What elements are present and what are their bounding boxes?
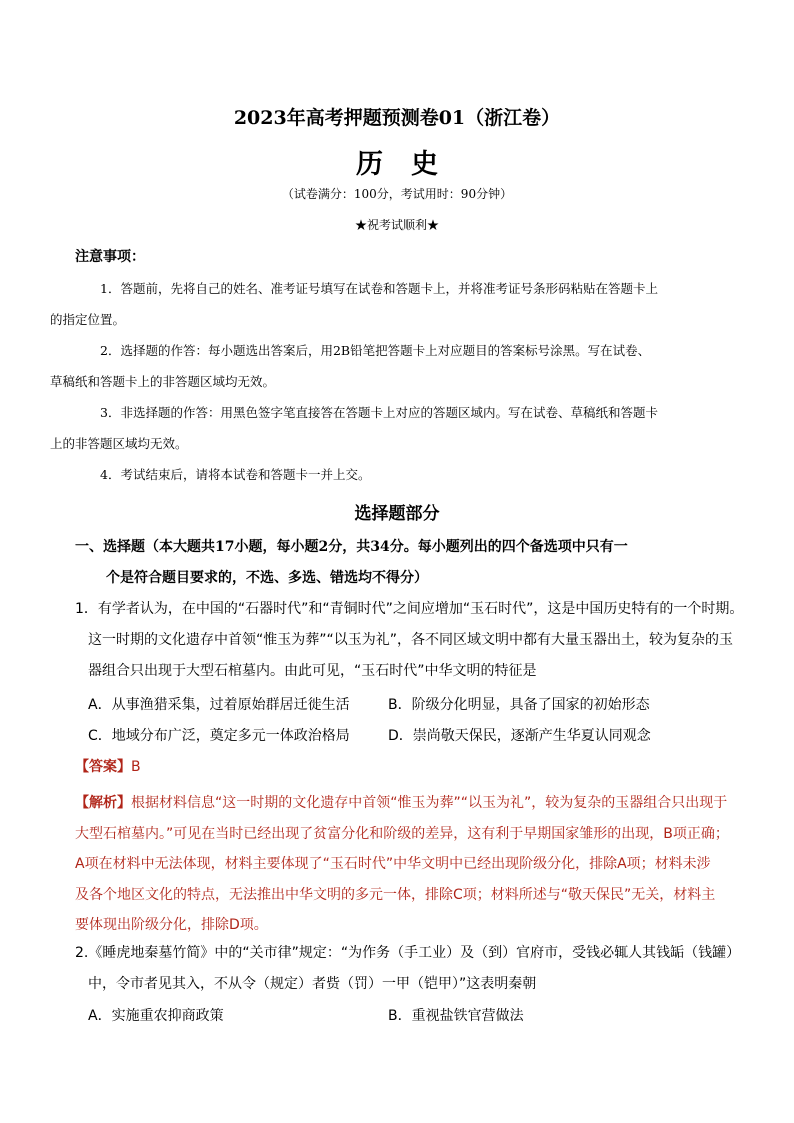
section-title: 选择题部分 <box>354 504 440 524</box>
analysis-tag: 【解析】 <box>75 795 131 811</box>
analysis-line: 【解析】根据材料信息“这一时期的文化遗存中首领“惟玉为葬”“以玉为礼”，较为复杂的玉器组合只出现于 <box>75 795 728 811</box>
option-d[interactable]: D．崇尚敬天保民，逐渐产生华夏认同观念 <box>388 728 651 744</box>
stem-line: 1．有学者认为，在中国的“石器时代”和“青铜时代”之间应增加“玉石时代”，这是中国历史特有的一个时期。 <box>75 601 744 617</box>
question-1-stem <box>75 594 744 687</box>
exam-title: 2023年高考押题预测卷01（浙江卷） <box>233 107 561 129</box>
answer-line <box>75 756 141 776</box>
analysis-line: 大型石棺墓内。”可见在当时已经出现了贫富分化和阶级的差异，这有利于早期国家雏形的出现，B项正确； <box>75 825 729 842</box>
analysis-block <box>75 788 729 941</box>
notice-item: 1．答题前，先将自己的姓名、准考证号填写在试卷和答题卡上，并将准考证号条形码粘贴在答题卡上 的指定位置。 <box>50 281 658 327</box>
notice-item: 2．选择题的作答：每小题选出答案后，用2B铅笔把答题卡上对应题目的答案标号涂黑。写在试卷、 草稿纸和答题卡上的非答题区域均无效。 <box>50 343 651 389</box>
option-b[interactable]: B．阶级分化明显，具备了国家的初始形态 <box>388 697 650 713</box>
analysis-line: 要体现出阶级分化，排除D项。 <box>75 917 268 933</box>
exam-meta: （试卷满分：100分，考试用时：90分钟） <box>281 187 513 201</box>
stem-line: 中，令市者见其入，不从令（规定）者赀（罚）一甲（铠甲）”这表明秦朝 <box>88 976 537 992</box>
answer-value: B <box>131 759 141 775</box>
answer-tag: 【答案】 <box>75 759 131 775</box>
stem-line: 2.《睡虎地秦墓竹简》中的“关市律”规定：“为作务（手工业）及（到）官府市，受钱必辄人其钱缿（钱罐） <box>75 945 741 961</box>
part-line: 个是符合题目要求的，不选、多选、错选均不得分） <box>106 570 428 586</box>
option-b[interactable]: B．重视盐铁官营做法 <box>388 1008 524 1024</box>
exam-wish: ★祝考试顺利★ <box>354 218 439 232</box>
part-line: 一、选择题（本大题共17小题，每小题2分，共34分。每小题列出的四个备选项中只有一 <box>75 539 628 555</box>
analysis-line: A项在材料中无法体现，材料主要体现了“玉石时代”中华文明中已经出现阶级分化，排除A项；材料未涉 <box>75 856 711 872</box>
notice-item: 3．非选择题的作答：用黑色签字笔直接答在答题卡上对应的答题区域内。写在试卷、草稿纸和答题卡 上的非答题区域均无效。 <box>50 405 658 451</box>
analysis-line: 及各个地区文化的特点，无法推出中华文明的多元一体，排除C项；材料所述与“敬天保民”无关，材料主 <box>75 886 716 903</box>
stem-line: 这一时期的文化遗存中首领“惟玉为葬”“以玉为礼”，各不同区域文明中都有大量玉器出土，较为复杂的玉 <box>88 632 734 648</box>
notice-list <box>50 273 723 490</box>
option-a[interactable]: A．从事渔猎采集，过着原始群居迁徙生活 <box>88 697 350 713</box>
option-c[interactable]: C．地域分布广泛，奠定多元一体政治格局 <box>88 728 350 744</box>
question-2-stem <box>75 938 741 1000</box>
part-instructions <box>75 532 735 594</box>
subject-title: 历史 <box>356 149 466 180</box>
notice-heading: 注意事项： <box>75 249 145 265</box>
notice-item: 4．考试结束后，请将本试卷和答题卡一并上交。 <box>100 467 371 482</box>
stem-line: 器组合只出现于大型石棺墓内。由此可见，“玉石时代”中华文明的特征是 <box>88 663 537 679</box>
option-a[interactable]: A．实施重农抑商政策 <box>88 1008 224 1024</box>
